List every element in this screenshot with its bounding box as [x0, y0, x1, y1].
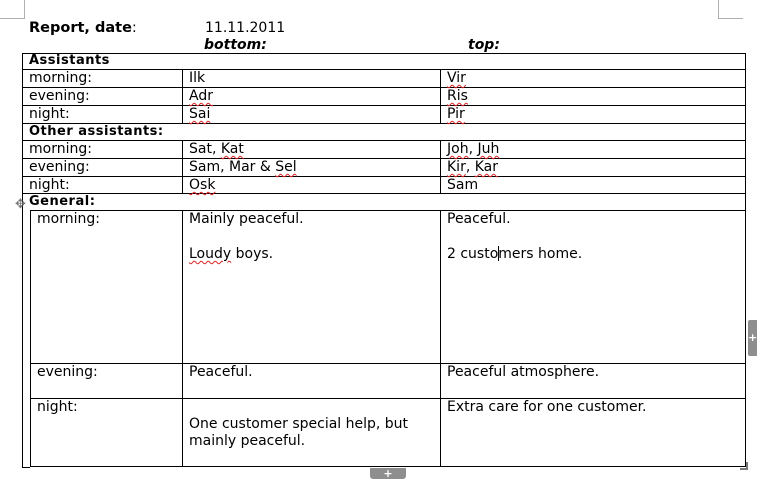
general-shift-morning[interactable]: morning: — [37, 211, 100, 227]
general-top-morning-text-b: mers home. — [498, 246, 583, 262]
other-top-evening-a: Kir — [447, 159, 466, 175]
other-bottom-morning-b: Kat — [220, 141, 244, 157]
other-shift-night[interactable]: night: — [29, 177, 70, 193]
other-bottom-morning[interactable] — [189, 141, 244, 157]
column-divider — [182, 210, 183, 467]
other-top-evening[interactable] — [447, 159, 498, 175]
other-top-evening-sep: , — [465, 159, 475, 175]
other-shift-morning[interactable]: morning: — [29, 141, 92, 157]
other-bottom-morning-a: Sat, — [189, 141, 221, 157]
assistants-bottom-evening[interactable]: Adr — [189, 88, 213, 104]
other-top-evening-b: Kar — [474, 159, 499, 175]
other-top-night-a: Sam — [447, 177, 479, 193]
general-top-evening[interactable]: Peaceful atmosphere. — [447, 364, 600, 380]
assistants-shift-morning[interactable]: morning: — [29, 70, 92, 86]
column-divider — [440, 210, 441, 467]
report-label-text: Report, date — [29, 20, 132, 36]
table-border-right — [745, 53, 746, 467]
table-rule — [22, 105, 746, 106]
other-top-morning-a: Joh — [447, 141, 469, 157]
general-bottom-night-line2: mainly peaceful. — [189, 433, 306, 449]
table-rule — [22, 467, 30, 468]
table-rule — [22, 193, 746, 194]
other-bottom-evening-b: Sel — [275, 159, 297, 175]
add-row-button[interactable]: + — [370, 468, 406, 479]
nested-table-border-left — [30, 210, 31, 467]
table-rule — [30, 210, 746, 211]
general-bottom-night-line1: One customer special help, but — [189, 416, 409, 432]
other-top-night[interactable] — [447, 177, 478, 193]
assistants-bottom-night[interactable]: Sai — [189, 106, 211, 122]
section-title-general: General: — [29, 194, 96, 209]
table-rule — [22, 176, 746, 177]
table-rule — [22, 87, 746, 88]
general-top-night[interactable]: Extra care for one customer. — [447, 399, 647, 415]
general-bottom-morning-word: Loudy — [189, 246, 232, 262]
other-bottom-evening[interactable] — [189, 159, 297, 175]
general-bottom-evening[interactable]: Peaceful. — [189, 364, 253, 380]
assistants-shift-night[interactable]: night: — [29, 106, 70, 122]
table-rule — [22, 69, 746, 70]
general-top-morning-line1: Peaceful. — [447, 211, 511, 227]
table-rule — [22, 53, 746, 54]
other-shift-evening[interactable]: evening: — [29, 159, 90, 175]
general-bottom-morning[interactable] — [189, 211, 304, 262]
table-rule — [22, 158, 746, 159]
assistants-top-morning[interactable]: Vir — [447, 70, 466, 86]
assistants-top-evening[interactable]: Ris — [447, 88, 468, 104]
report-label-colon: : — [131, 20, 137, 36]
section-title-assistants: Assistants — [29, 53, 110, 68]
general-top-morning[interactable] — [447, 211, 582, 262]
other-bottom-evening-a: Sam, Mar & — [189, 159, 276, 175]
section-title-other-assistants: Other assistants: — [29, 124, 164, 139]
page-corner-left-mark — [0, 0, 25, 19]
general-shift-evening[interactable]: evening: — [37, 364, 98, 380]
table-rule — [30, 363, 746, 364]
table-rule — [22, 140, 746, 141]
assistants-shift-evening[interactable]: evening: — [29, 88, 90, 104]
column-divider — [440, 69, 441, 123]
column-divider — [440, 140, 441, 193]
other-bottom-night-b: Osk — [189, 177, 216, 193]
move-table-handle-icon[interactable]: ✥ — [15, 197, 26, 212]
general-top-morning-line2 — [447, 246, 582, 262]
general-bottom-morning-rest: boys. — [231, 246, 274, 262]
column-head-top: top: — [468, 37, 500, 53]
assistants-top-night[interactable]: Pir — [447, 106, 465, 122]
other-top-morning[interactable] — [447, 141, 499, 157]
page-corner-right-mark — [718, 0, 743, 19]
report-date-value: 11.11.2011 — [205, 20, 286, 36]
other-bottom-night[interactable] — [189, 177, 215, 193]
assistants-bottom-morning[interactable]: Ilk — [189, 70, 206, 86]
report-date-label — [29, 20, 137, 36]
other-top-morning-b: Juh — [477, 141, 500, 157]
general-shift-night[interactable]: night: — [37, 399, 78, 415]
general-top-morning-text-a: 2 custo — [447, 246, 499, 262]
general-bottom-morning-line1: Mainly peaceful. — [189, 211, 304, 227]
column-head-bottom: bottom: — [204, 37, 267, 53]
table-resize-handle-icon[interactable] — [740, 462, 748, 470]
column-divider — [182, 69, 183, 123]
column-divider — [182, 140, 183, 193]
general-bottom-night[interactable] — [189, 416, 408, 449]
add-column-button[interactable]: + — [748, 320, 757, 356]
general-bottom-morning-line2 — [189, 246, 304, 262]
table-border-left — [22, 53, 23, 468]
other-top-morning-sep: , — [468, 141, 478, 157]
